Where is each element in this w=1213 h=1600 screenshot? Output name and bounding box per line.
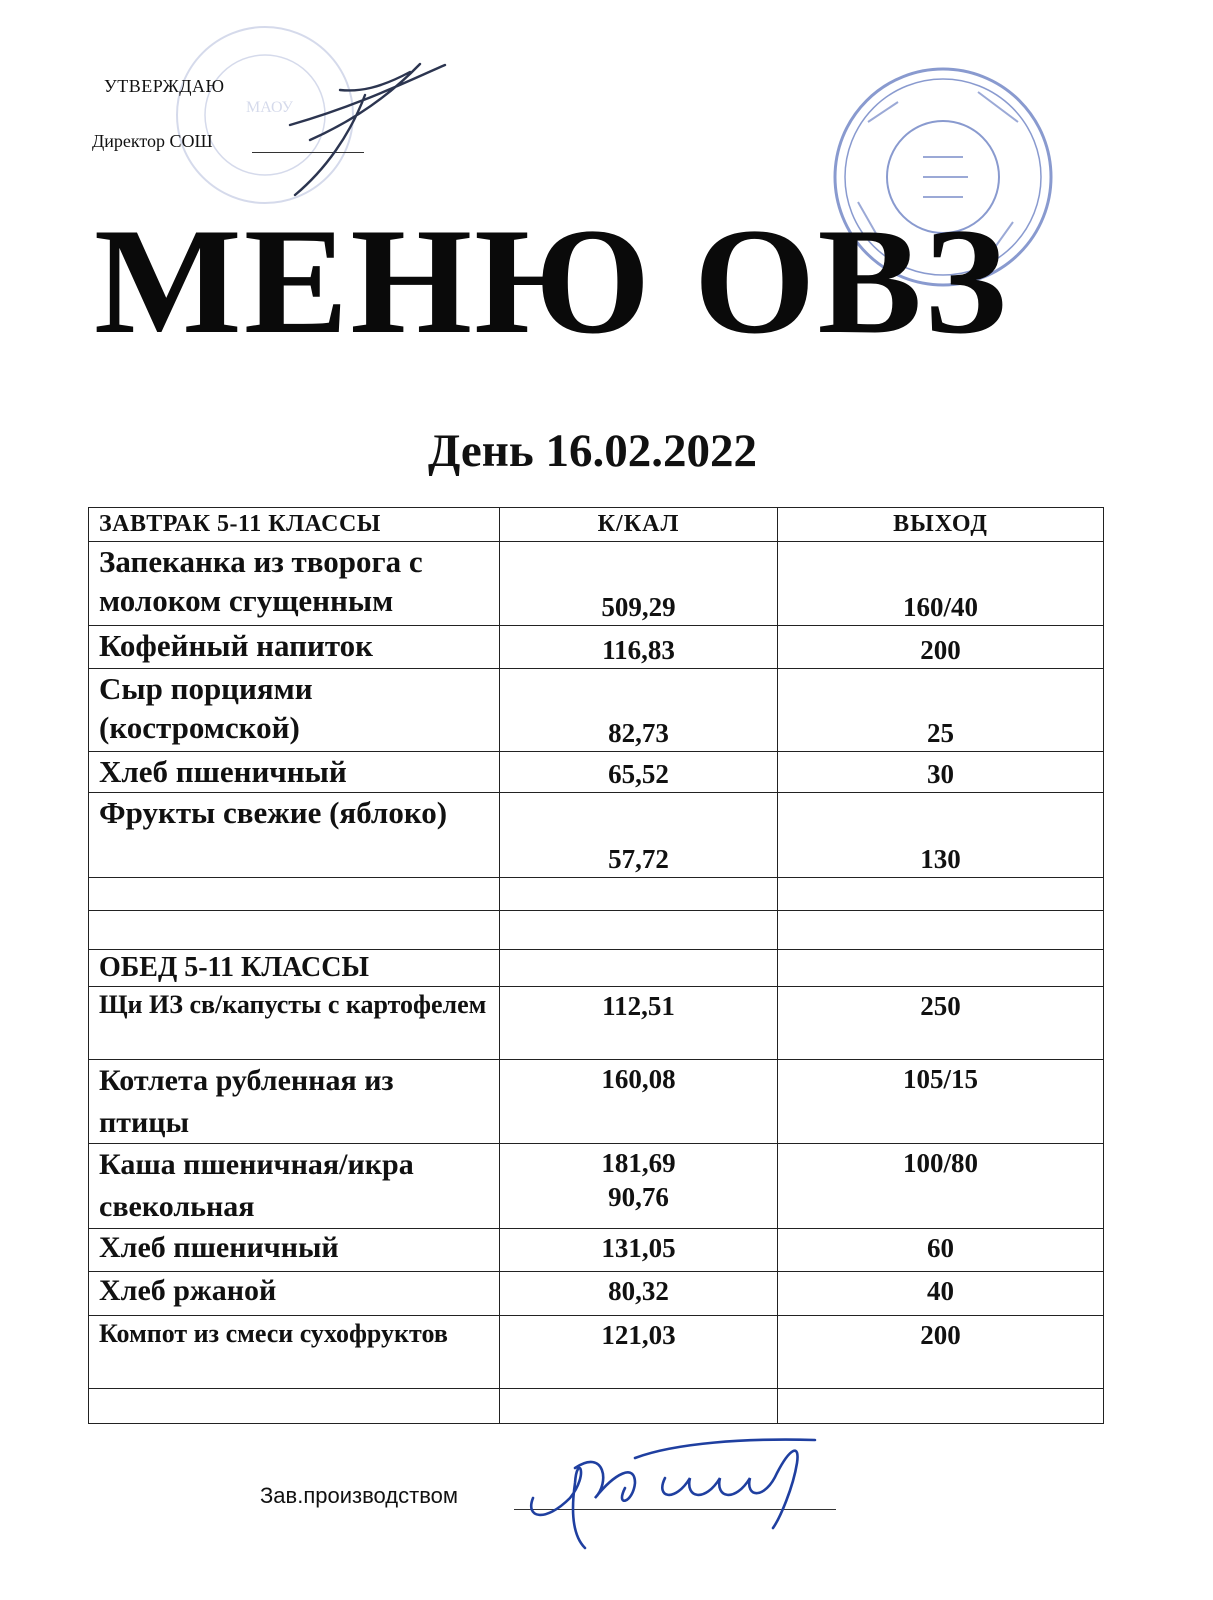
dish-name: Сыр порциями (костромской)	[88, 669, 500, 751]
table-row	[88, 1315, 1104, 1388]
dish-yield: 130	[778, 793, 1104, 877]
table-row	[88, 1059, 1104, 1143]
dish-kcal: 112,51	[500, 987, 778, 1059]
table-row	[88, 668, 1104, 751]
empty-cell	[778, 911, 1104, 949]
dish-name: Запеканка из творога с молоком сгущенным	[88, 542, 500, 625]
production-manager-label: Зав.производством	[260, 1483, 458, 1508]
dish-name: Котлета рубленная из птицы	[88, 1060, 500, 1143]
empty-cell	[500, 1389, 778, 1423]
menu-date: День 16.02.2022	[428, 425, 757, 477]
dish-name: Каша пшеничная/икра свекольная	[88, 1144, 500, 1228]
dish-kcal: 160,08	[500, 1060, 778, 1143]
dish-yield: 160/40	[778, 542, 1104, 625]
dish-kcal: 80,32	[500, 1272, 778, 1315]
table-row-empty	[88, 1388, 1104, 1424]
director-label: Директор СОШ	[92, 131, 213, 151]
table-row	[88, 1143, 1104, 1228]
dish-yield: 40	[778, 1272, 1104, 1315]
dish-yield: 200	[778, 626, 1104, 668]
empty-cell	[88, 878, 500, 910]
dish-kcal: 57,72	[500, 793, 778, 877]
table-row	[88, 986, 1104, 1059]
dish-kcal: 121,03	[500, 1316, 778, 1388]
dish-name: Компот из смеси сухофруктов	[88, 1316, 500, 1388]
dish-name: Фрукты свежие (яблоко)	[88, 793, 500, 877]
empty-cell	[778, 878, 1104, 910]
page-title: МЕНЮ ОВЗ	[94, 197, 1009, 365]
table-header-row	[88, 507, 1104, 541]
lunch-section-title: ОБЕД 5-11 КЛАССЫ	[88, 950, 500, 986]
empty-cell	[88, 1389, 500, 1423]
dish-yield: 30	[778, 752, 1104, 792]
empty-cell	[88, 911, 500, 949]
empty-cell	[500, 911, 778, 949]
director-signature-icon	[270, 50, 460, 210]
dish-kcal: 65,52	[500, 752, 778, 792]
empty-cell	[778, 1389, 1104, 1423]
menu-table	[88, 507, 1104, 1424]
dish-kcal: 131,05	[500, 1229, 778, 1271]
dish-yield: 60	[778, 1229, 1104, 1271]
dish-yield: 200	[778, 1316, 1104, 1388]
dish-yield: 100/80	[778, 1144, 1104, 1228]
table-row-empty	[88, 877, 1104, 910]
dish-name: Щи ИЗ св/капусты с картофелем	[88, 987, 500, 1059]
column-header-kcal: К/КАЛ	[500, 508, 778, 541]
dish-name: Кофейный напиток	[88, 626, 500, 668]
dish-name: Хлеб ржаной	[88, 1272, 500, 1315]
lunch-section-row	[88, 949, 1104, 986]
table-row-empty	[88, 910, 1104, 949]
dish-kcal-value-2: 90,76	[608, 1182, 669, 1212]
table-row	[88, 1228, 1104, 1271]
empty-cell	[500, 878, 778, 910]
table-row	[88, 751, 1104, 792]
dish-kcal	[500, 1144, 778, 1228]
empty-cell	[500, 950, 778, 986]
dish-yield: 250	[778, 987, 1104, 1059]
production-signature-icon	[515, 1428, 835, 1558]
table-row	[88, 792, 1104, 877]
dish-name: Хлеб пшеничный	[88, 1229, 500, 1271]
dish-kcal: 116,83	[500, 626, 778, 668]
table-row	[88, 1271, 1104, 1315]
dish-kcal: 509,29	[500, 542, 778, 625]
table-row	[88, 541, 1104, 625]
svg-text:МАОУ: МАОУ	[246, 99, 293, 116]
dish-kcal: 82,73	[500, 669, 778, 751]
dish-yield: 25	[778, 669, 1104, 751]
dish-name: Хлеб пшеничный	[88, 752, 500, 792]
column-header-yield: ВЫХОД	[778, 508, 1104, 541]
column-header-breakfast: ЗАВТРАК 5-11 КЛАССЫ	[88, 508, 500, 541]
dish-yield: 105/15	[778, 1060, 1104, 1143]
approve-label: УТВЕРЖДАЮ	[104, 76, 225, 96]
dish-kcal-value: 181,69	[601, 1148, 676, 1178]
table-row	[88, 625, 1104, 668]
empty-cell	[778, 950, 1104, 986]
